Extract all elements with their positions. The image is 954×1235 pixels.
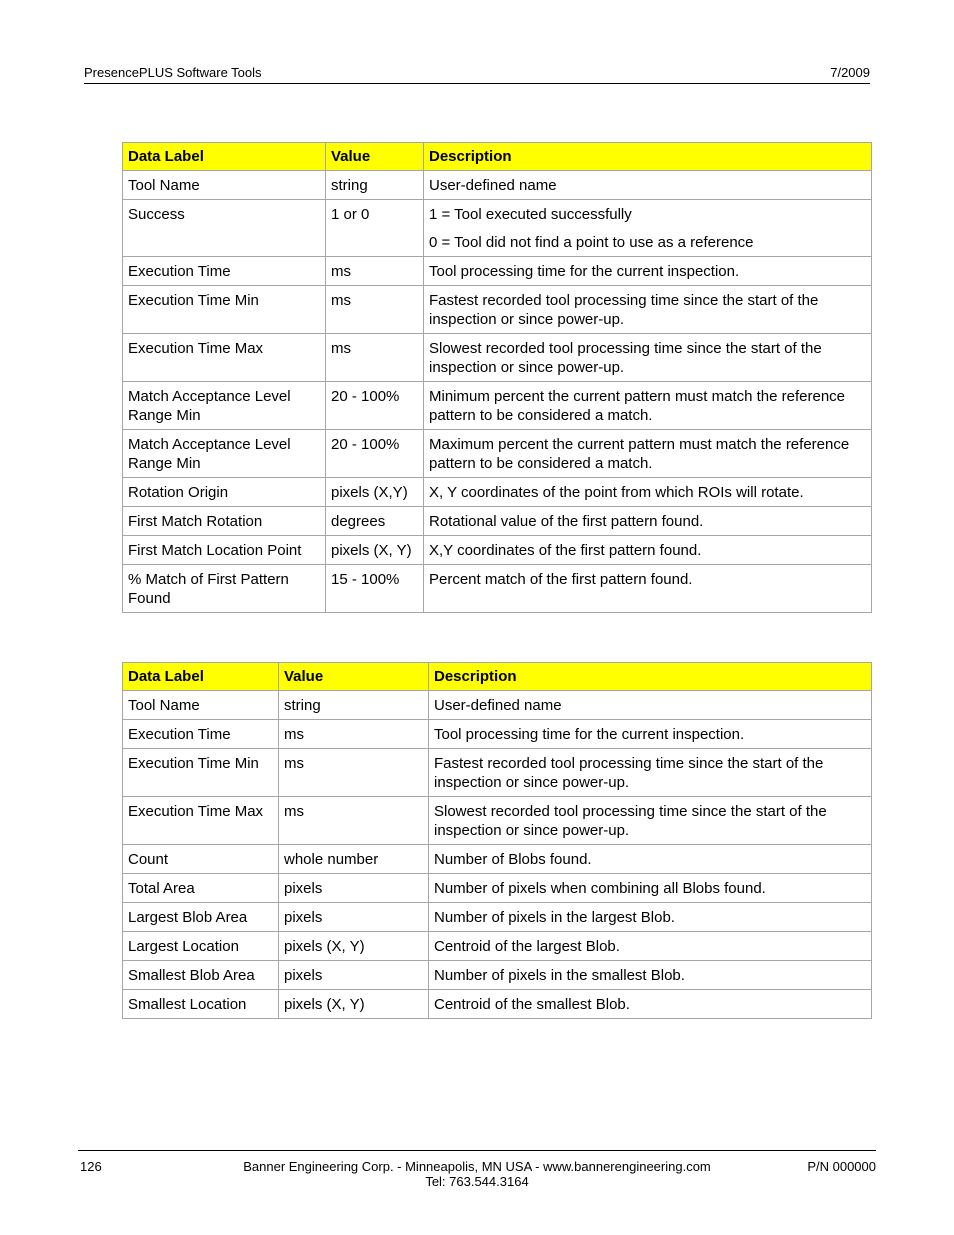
data-label-cell: First Match Rotation xyxy=(123,507,326,536)
table-header-row xyxy=(123,663,872,691)
table-row xyxy=(123,749,872,797)
data-label-cell: Match Acceptance Level Range Min xyxy=(123,382,326,430)
value-cell: pixels (X, Y) xyxy=(279,932,429,961)
column-header: Value xyxy=(326,143,424,171)
footer-contact xyxy=(78,1159,876,1189)
table-row xyxy=(123,536,872,565)
description-line: 0 = Tool did not find a point to use as a reference xyxy=(429,234,754,251)
description-cell xyxy=(424,257,872,286)
table-row xyxy=(123,430,872,478)
value-cell: pixels (X,Y) xyxy=(326,478,424,507)
data-label-cell: Largest Location xyxy=(123,932,279,961)
data-label-cell: Count xyxy=(123,845,279,874)
description-line: Rotational value of the first pattern found. xyxy=(429,513,704,530)
page-number: 126 xyxy=(80,1159,102,1174)
data-label-cell: Execution Time xyxy=(123,257,326,286)
data-label-cell: Success xyxy=(123,200,326,257)
description-cell xyxy=(429,961,872,990)
description-line: Number of Blobs found. xyxy=(434,851,592,868)
column-header: Data Label xyxy=(123,663,279,691)
description-line: Tool processing time for the current inspection. xyxy=(434,726,745,743)
table-row xyxy=(123,286,872,334)
value-cell: 1 or 0 xyxy=(326,200,424,257)
description-line: Tool processing time for the current inspection. xyxy=(429,263,740,280)
value-cell: string xyxy=(279,691,429,720)
data-label-cell: Execution Time Min xyxy=(123,749,279,797)
table-row xyxy=(123,797,872,845)
table-row xyxy=(123,257,872,286)
data-label-cell: Execution Time Min xyxy=(123,286,326,334)
description-line: Fastest recorded tool processing time since the start of the inspection or since power-up. xyxy=(434,755,824,791)
description-cell xyxy=(424,382,872,430)
part-number: P/N 000000 xyxy=(807,1159,876,1174)
footer-phone: Tel: 763.544.3164 xyxy=(425,1174,529,1189)
data-label-cell: Tool Name xyxy=(123,171,326,200)
description-cell xyxy=(424,171,872,200)
description-cell xyxy=(429,720,872,749)
column-header: Data Label xyxy=(123,143,326,171)
value-cell: pixels (X, Y) xyxy=(279,990,429,1019)
value-cell: ms xyxy=(326,257,424,286)
data-label-cell: Tool Name xyxy=(123,691,279,720)
data-label-cell: Total Area xyxy=(123,874,279,903)
value-cell: ms xyxy=(279,749,429,797)
data-label-cell: Smallest Blob Area xyxy=(123,961,279,990)
description-cell xyxy=(424,478,872,507)
table-row xyxy=(123,171,872,200)
data-label-cell: Rotation Origin xyxy=(123,478,326,507)
description-line: Number of pixels in the largest Blob. xyxy=(434,909,675,926)
description-cell xyxy=(424,507,872,536)
description-cell xyxy=(429,903,872,932)
description-cell xyxy=(429,845,872,874)
description-line: Slowest recorded tool processing time since the start of the inspection or since power-up. xyxy=(434,803,827,839)
table-row xyxy=(123,845,872,874)
description-line: Fastest recorded tool processing time since the start of the inspection or since power-up. xyxy=(429,292,819,328)
table-row xyxy=(123,565,872,613)
page-header xyxy=(84,64,870,84)
column-header: Value xyxy=(279,663,429,691)
description-cell xyxy=(429,874,872,903)
table-row xyxy=(123,961,872,990)
value-cell: pixels xyxy=(279,874,429,903)
description-line: Number of pixels when combining all Blobs found. xyxy=(434,880,766,897)
table-row xyxy=(123,691,872,720)
value-cell: ms xyxy=(326,334,424,382)
description-cell xyxy=(424,286,872,334)
value-cell: pixels xyxy=(279,903,429,932)
footer-company: Banner Engineering Corp. - Minneapolis, MN USA - www.bannerengineering.com xyxy=(243,1159,711,1174)
value-cell: degrees xyxy=(326,507,424,536)
description-cell xyxy=(429,749,872,797)
value-cell: 15 - 100% xyxy=(326,565,424,613)
column-header: Description xyxy=(424,143,872,171)
description-cell xyxy=(424,430,872,478)
description-line: User-defined name xyxy=(429,177,557,194)
value-cell: 20 - 100% xyxy=(326,430,424,478)
data-label-cell: Execution Time Max xyxy=(123,797,279,845)
description-line: 1 = Tool executed successfully xyxy=(429,206,632,223)
value-cell: ms xyxy=(279,797,429,845)
data-label-cell: Largest Blob Area xyxy=(123,903,279,932)
column-header: Description xyxy=(429,663,872,691)
description-line: X,Y coordinates of the first pattern found. xyxy=(429,542,702,559)
data-label-cell: Execution Time xyxy=(123,720,279,749)
description-cell xyxy=(429,691,872,720)
description-cell xyxy=(424,536,872,565)
description-cell xyxy=(424,200,872,257)
value-cell: ms xyxy=(326,286,424,334)
description-cell xyxy=(429,990,872,1019)
description-line: Centroid of the smallest Blob. xyxy=(434,996,630,1013)
value-cell: whole number xyxy=(279,845,429,874)
table-header-row xyxy=(123,143,872,171)
data-label-cell: Smallest Location xyxy=(123,990,279,1019)
description-line: Slowest recorded tool processing time since the start of the inspection or since power-up. xyxy=(429,340,822,376)
description-line: Minimum percent the current pattern must match the reference pattern to be considered a match. xyxy=(429,388,846,424)
page-footer xyxy=(78,1150,876,1189)
data-label-cell: Match Acceptance Level Range Min xyxy=(123,430,326,478)
value-cell: pixels xyxy=(279,961,429,990)
data-label-cell: % Match of First Pattern Found xyxy=(123,565,326,613)
description-cell xyxy=(424,565,872,613)
table-row xyxy=(123,932,872,961)
table-row xyxy=(123,990,872,1019)
document-date: 7/2009 xyxy=(830,65,870,80)
table-row xyxy=(123,382,872,430)
description-cell xyxy=(424,334,872,382)
value-cell: string xyxy=(326,171,424,200)
data-label-cell: First Match Location Point xyxy=(123,536,326,565)
document-title: PresencePLUS Software Tools xyxy=(84,65,262,80)
value-cell: 20 - 100% xyxy=(326,382,424,430)
description-cell xyxy=(429,797,872,845)
table-row xyxy=(123,478,872,507)
description-line: Centroid of the largest Blob. xyxy=(434,938,620,955)
table-row xyxy=(123,507,872,536)
results-table-1 xyxy=(122,142,872,613)
description-line: Percent match of the first pattern found. xyxy=(429,571,693,588)
table-row xyxy=(123,200,872,257)
table-row xyxy=(123,903,872,932)
table-row xyxy=(123,720,872,749)
data-label-cell: Execution Time Max xyxy=(123,334,326,382)
description-line: Number of pixels in the smallest Blob. xyxy=(434,967,685,984)
value-cell: ms xyxy=(279,720,429,749)
description-line: User-defined name xyxy=(434,697,562,714)
description-line: Maximum percent the current pattern must match the reference pattern to be considered a match. xyxy=(429,436,850,472)
description-cell xyxy=(429,932,872,961)
value-cell: pixels (X, Y) xyxy=(326,536,424,565)
results-table-2 xyxy=(122,662,872,1019)
description-line: X, Y coordinates of the point from which ROIs will rotate. xyxy=(429,484,804,501)
table-row xyxy=(123,874,872,903)
table-row xyxy=(123,334,872,382)
